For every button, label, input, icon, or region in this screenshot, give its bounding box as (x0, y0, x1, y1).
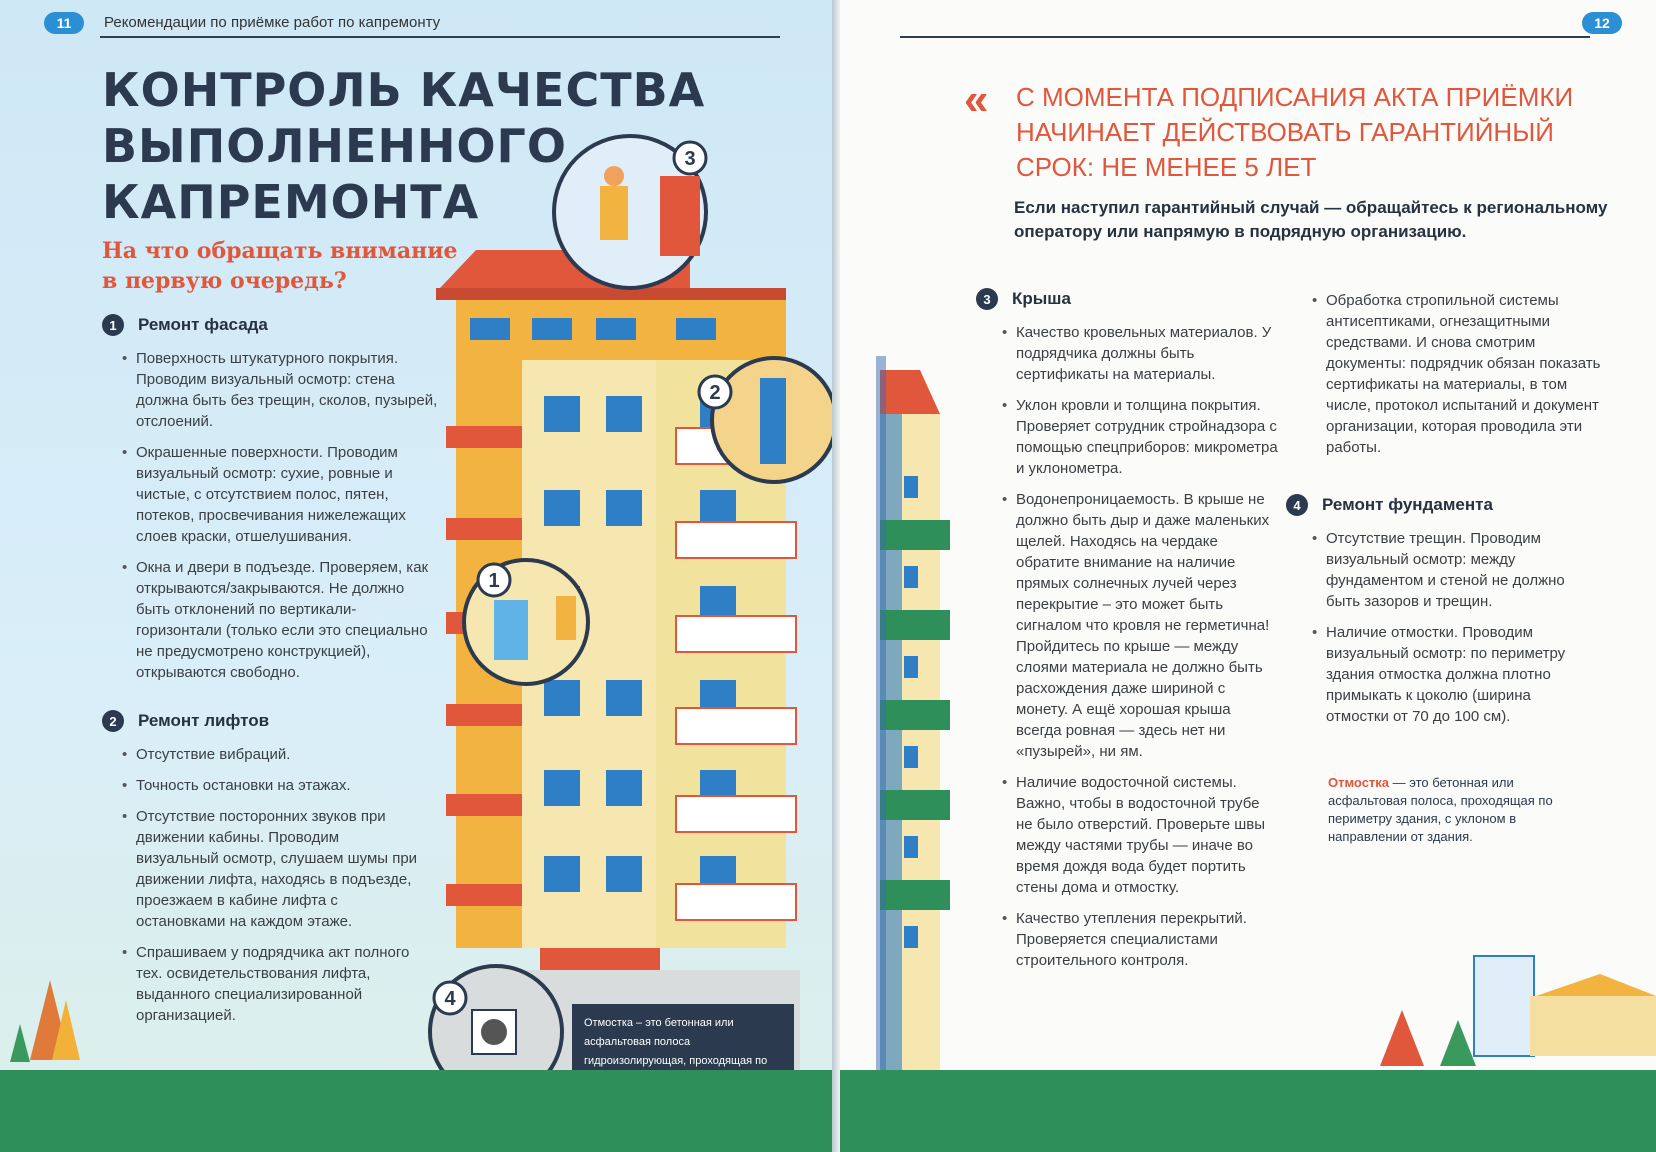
illustration-badge-2: 2 (709, 382, 721, 404)
list-item: • Окрашенные поверхности. Проводим визуальный осмотр: сухие, ровные и чистые, с отсутствием полос, пятен, потеков, просвечивания нижележащих слоев краски, отшелушивания. (122, 442, 442, 547)
list-item: • Отсутствие трещин. Проводим визуальный осмотр: между фундаментом и стеной не должно быть зазоров и трещин. (1312, 528, 1582, 612)
ground-strip (0, 1070, 832, 1152)
section-number-badge: 3 (976, 288, 998, 310)
section-roof-list (1002, 322, 1278, 981)
illustration-note: Отмостка – это бетонная или асфальтовая полоса гидроизолирующая, проходящая по (572, 1004, 794, 1122)
tree-icon (10, 1024, 30, 1062)
quote-line: С МОМЕНТА ПОДПИСАНИЯ АКТА ПРИЁМКИ (1016, 82, 1574, 112)
subtitle-line: в первую очередь? (102, 268, 347, 294)
quote-mark: « (964, 75, 989, 124)
section-foundation-list (1312, 528, 1582, 737)
guarantee-quote (1016, 80, 1616, 185)
definition-term: Отмостка (1328, 775, 1390, 790)
page-title-line: КОНТРОЛЬ КАЧЕСТВА (102, 63, 706, 117)
page-number-left: 11 (44, 12, 84, 34)
header-rule-right (900, 36, 1590, 38)
running-head: Рекомендации по приёмке работ по капремонту (104, 14, 441, 31)
list-item: • Точность остановки на этажах. (122, 775, 422, 796)
list-item: • Отсутствие вибраций. (122, 744, 422, 765)
section-title: Ремонт фундамента (1322, 495, 1493, 514)
illustration-badge-1: 1 (488, 570, 500, 592)
section-facade-heading (102, 314, 268, 336)
page-title (102, 62, 722, 230)
quote-line: СРОК: НЕ МЕНЕЕ 5 ЛЕТ (1016, 152, 1317, 182)
illustration-badge-3: 3 (684, 148, 696, 170)
book-spine (832, 0, 840, 1152)
list-item: • Отсутствие посторонних звуков при движении кабины. Проводим визуальный осмотр, слушаем шумы при движении лифта, находясь в подъезде, проезжаем в кабине лифта с остановками на каждом этаже. (122, 806, 422, 932)
section-roof-heading (976, 288, 1071, 310)
section-facade-list (122, 348, 442, 693)
list-item: • Поверхность штукатурного покрытия. Проводим визуальный осмотр: стена должна быть без трещин, сколов, пузырей, отслоений. (122, 348, 442, 432)
subtitle-line: На что обращать внимание (102, 238, 458, 264)
section-number-badge: 1 (102, 314, 124, 336)
lead-paragraph: Если наступил гарантийный случай — обращайтесь к региональному оператору или напрямую в подрядную организацию. (1014, 198, 1608, 241)
section-foundation-heading (1286, 494, 1493, 516)
list-item: • Обработка стропильной системы антисептиками, огнезащитными средствами. И снова смотрим документы: подрядчик обязан показать сертификаты на материалы, в том числе, протокол испытаний и документ организации, которая проводила эти работы. (1312, 290, 1602, 458)
illustration-badge-4: 4 (444, 988, 456, 1010)
list-item: • Уклон кровли и толщина покрытия. Проверяет сотрудник стройнадзора с помощью спецприборов: микрометра и уклонометра. (1002, 395, 1278, 479)
section-elevators-heading (102, 710, 269, 732)
section-roof-continued-list (1312, 290, 1602, 468)
list-item: • Водонепроницаемость. В крыше не должно быть дыр и даже маленьких щелей. Находясь на чердаке обратите внимание на наличие прямых солнечных лучей через перекрытие – это может быть сигналом что кровля не герметична! Пройдитесь по крыше — между слоями материала не должно быть расхождения даже шириной с монету. А ещё хорошая крыша всегда ровная — здесь нет ни «пузырей», ни ям. (1002, 489, 1278, 762)
list-item: • Наличие отмостки. Проводим визуальный осмотр: по периметру здания отмостка должна плотно примыкать к цоколю (ширина отмостки от 70 до 100 см). (1312, 622, 1582, 727)
ground-strip (840, 1070, 1656, 1152)
section-number-badge: 4 (1286, 494, 1308, 516)
subtitle (102, 236, 482, 296)
section-title: Ремонт фасада (138, 315, 268, 334)
quote-line: НАЧИНАЕТ ДЕЙСТВОВАТЬ ГАРАНТИЙНЫЙ (1016, 117, 1554, 147)
section-number-badge: 2 (102, 710, 124, 732)
section-elevators-list (122, 744, 422, 1036)
section-title: Ремонт лифтов (138, 711, 270, 730)
definition-note (1328, 774, 1592, 846)
page-title-line: КАПРЕМОНТА (102, 175, 480, 229)
tree-icon (1440, 1020, 1476, 1066)
tree-icon (1380, 1010, 1424, 1066)
list-item: • Наличие водосточной системы. Важно, чтобы в водосточной трубе не было отверстий. Проверьте швы между частями трубы — иначе во время дождя вода будет портить стены дома и отмостку. (1002, 772, 1278, 898)
section-title: Крыша (1012, 289, 1071, 308)
list-item: • Качество кровельных материалов. У подрядчика должны быть сертификаты на материалы. (1002, 322, 1278, 385)
list-item: • Окна и двери в подъезде. Проверяем, как открываются/закрываются. Не должно быть отклонений по вертикали-горизонтали (только если это специально не предусмотрено конструкцией), открываются свободно. (122, 557, 442, 683)
page-number-right: 12 (1582, 12, 1622, 34)
list-item: • Качество утепления перекрытий. Проверяется специалистами строительного контроля. (1002, 908, 1278, 971)
page-title-line: ВЫПОЛНЕННОГО (102, 119, 567, 173)
definition-text: — это бетонная или асфальтовая полоса, проходящая по периметру здания, с уклоном в направлении от здания. (1328, 775, 1553, 844)
list-item: • Спрашиваем у подрядчика акт полного тех. освидетельствования лифта, выданного специализированной организацией. (122, 942, 422, 1026)
